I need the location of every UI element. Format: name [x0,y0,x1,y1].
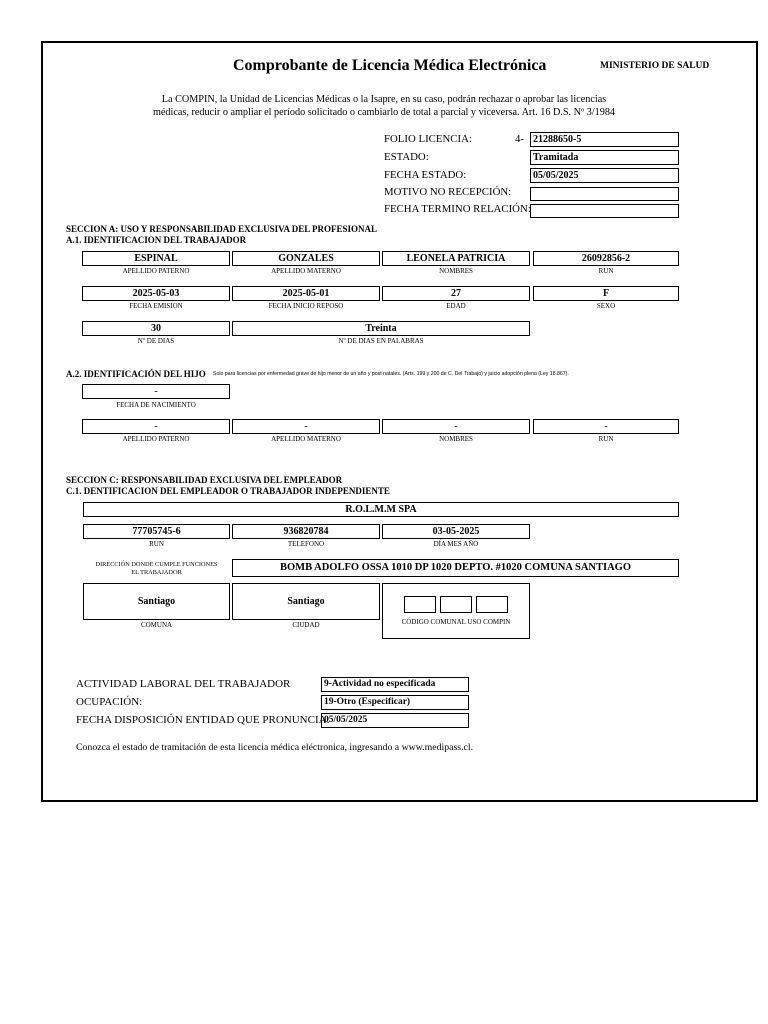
edad-value: 27 [382,286,530,301]
codigo-comunal-cell-1 [404,596,436,613]
hijo-run-value: - [533,419,679,434]
hijo-nombres-caption: NOMBRES [439,435,473,443]
estado-label: ESTADO: [384,151,429,163]
apellido-paterno-caption: APELLIDO PATERNO [122,267,190,275]
folio-value: 21288650-5 [530,132,679,147]
comuna-caption: COMUNA [140,621,173,629]
run-caption: RUN [598,267,614,275]
hijo-apellido-materno-caption: APELLIDO MATERNO [271,435,341,443]
section-c-heading: SECCION C: RESPONSABILIDAD EXCLUSIVA DEL EMPLEADOR [66,475,343,485]
dias-palabras-caption: Nº DE DIAS EN PALABRAS [338,337,424,345]
estado-value: Tramitada [530,150,679,165]
employer-name-value: R.O.L.M.M SPA [83,502,679,517]
section-a2-note: Solo para licencias por enfermedad grave de hijo menor de un año y post natales. (Arts. 199 y 200 de C. Del Trabajo) y juicio adopción plena (Ley 18.867). [213,371,569,377]
hijo-apellido-paterno-caption: APELLIDO PATERNO [122,435,190,443]
section-a-heading: SECCION A: USO Y RESPONSABILIDAD EXCLUSIVA DEL PROFESIONAL [66,224,377,234]
ciudad-value: Santiago [232,583,380,620]
ministry-label: MINISTERIO DE SALUD [600,61,710,71]
folio-prefix: 4- [515,133,524,145]
edad-caption: EDAD [446,302,466,310]
sexo-caption: SEXO [596,302,616,310]
direccion-value: BOMB ADOLFO OSSA 1010 DP 1020 DEPTO. #1020 COMUNA SANTIAGO [232,559,679,577]
hijo-apellido-materno-value: - [232,419,380,434]
hijo-apellido-paterno-value: - [82,419,230,434]
hijo-nombres-value: - [382,419,530,434]
actividad-label: ACTIVIDAD LABORAL DEL TRABAJADOR [76,678,291,690]
fecha-termino-value [530,204,679,218]
intro-text [120,93,648,119]
apellido-paterno-value: ESPINAL [82,251,230,266]
direccion-caption [83,561,230,576]
apellido-materno-value: GONZALES [232,251,380,266]
comuna-value: Santiago [83,583,230,620]
apellido-materno-caption: APELLIDO MATERNO [271,267,341,275]
section-a2-heading: A.2. IDENTIFICACIÓN DEL HIJO [66,369,206,379]
dias-caption: Nº DE DIAS [137,337,175,345]
hijo-run-caption: RUN [598,435,614,443]
nombres-caption: NOMBRES [439,267,473,275]
actividad-value: 9-Actividad no especificada [321,677,469,692]
document-title: Comprobante de Licencia Médica Electrónica [233,57,547,74]
fecha-inicio-value: 2025-05-01 [232,286,380,301]
codigo-comunal-cell-3 [476,596,508,613]
employer-run-caption: RUN [149,540,164,548]
hijo-fecha-nacimiento-caption: FECHA DE NACIMIENTO [116,401,196,409]
codigo-comunal-box [382,583,530,639]
codigo-comunal-cell-2 [440,596,472,613]
direccion-caption-line-1: DIRECCIÓN DONDE CUMPLE FUNCIONES [95,561,218,568]
employer-telefono-caption: TELEFONO [287,540,325,548]
ocupacion-value: 19-Otro (Especificar) [321,695,469,710]
section-a1-heading: A.1. IDENTIFICACION DEL TRABAJADOR [66,235,247,245]
employer-telefono-value: 936820784 [232,524,380,539]
fecha-estado-value: 05/05/2025 [530,168,679,183]
dias-value: 30 [82,321,230,336]
ciudad-caption: CIUDAD [292,621,320,629]
fecha-estado-label: FECHA ESTADO: [384,169,467,181]
fecha-disposicion-value: 05/05/2025 [321,713,469,728]
nombres-value: LEONELA PATRICIA [382,251,530,266]
motivo-value [530,187,679,201]
sexo-value: F [533,286,679,301]
intro-line-1: La COMPIN, la Unidad de Licencias Médicas o la Isapre, en su caso, podrán rechazar o aprobar las licencias [161,94,607,105]
fecha-inicio-caption: FECHA INICIO REPOSO [268,302,344,310]
hijo-fecha-nacimiento-value: - [82,384,230,399]
ocupacion-label: OCUPACIÓN: [76,696,143,708]
run-value: 26092856-2 [533,251,679,266]
fecha-termino-label: FECHA TERMINO RELACIÓN: [384,203,531,215]
fecha-disposicion-label: FECHA DISPOSICIÓN ENTIDAD QUE PRONUNCIA: [76,714,330,726]
employer-fecha-value: 03-05-2025 [382,524,530,539]
footer-note: Conozca el estado de tramitación de esta licencia médica eléctronica, ingresando a www.medipass.cl. [76,742,474,753]
intro-line-2: médicas, reducir o ampliar el período solicitado o cambiarlo de total a parcial y viceversa. Art. 16 D.S. Nº 3/1984 [152,107,616,118]
section-c1-heading: C.1. DENTIFICACION DEL EMPLEADOR O TRABAJADOR INDEPENDIENTE [66,486,390,496]
fecha-emision-value: 2025-05-03 [82,286,230,301]
codigo-comunal-caption: CÓDIGO COMUNAL USO COMPIN [401,618,511,626]
fecha-emision-caption: FECHA EMISION [129,302,183,310]
employer-run-value: 77705745-6 [83,524,230,539]
motivo-label: MOTIVO NO RECEPCIÓN: [384,186,512,198]
folio-label: FOLIO LICENCIA: [384,133,472,145]
dias-palabras-value: Treinta [232,321,530,336]
employer-fecha-caption: DÍA MES AÑO [433,540,479,548]
direccion-caption-line-2: EL TRABAJADOR [131,568,182,576]
